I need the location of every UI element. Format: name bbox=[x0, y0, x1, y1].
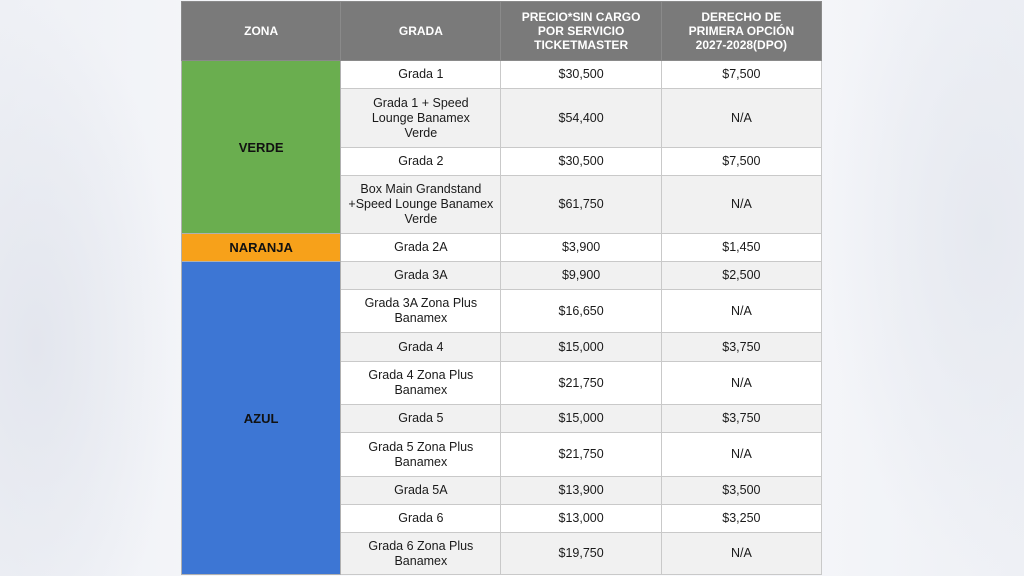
precio-cell: $21,750 bbox=[501, 433, 661, 477]
grada-cell: Grada 4 bbox=[341, 333, 501, 362]
precio-cell: $16,650 bbox=[501, 290, 661, 333]
dpo-cell: $3,250 bbox=[661, 505, 821, 533]
header-precio: PRECIO*SIN CARGO POR SERVICIO TICKETMASTER bbox=[501, 2, 661, 61]
dpo-cell: N/A bbox=[661, 176, 821, 234]
dpo-cell: $1,450 bbox=[661, 234, 821, 262]
grada-cell: Grada 3A bbox=[341, 262, 501, 290]
dpo-cell: N/A bbox=[661, 290, 821, 333]
dpo-cell: N/A bbox=[661, 89, 821, 148]
dpo-cell: $3,750 bbox=[661, 333, 821, 362]
grada-cell: Grada 5A bbox=[341, 477, 501, 505]
header-grada: GRADA bbox=[341, 2, 501, 61]
grada-cell: Grada 1 + Speed Lounge Banamex Verde bbox=[341, 89, 501, 148]
grada-cell: Box Main Grandstand +Speed Lounge Banamex Verde bbox=[341, 176, 501, 234]
header-dpo: DERECHO DE PRIMERA OPCIÓN 2027-2028(DPO) bbox=[661, 2, 821, 61]
zona-naranja-cell: NARANJA bbox=[182, 234, 341, 262]
zona-verde-cell: VERDE bbox=[182, 61, 341, 234]
dpo-cell: $7,500 bbox=[661, 61, 821, 89]
precio-cell: $21,750 bbox=[501, 362, 661, 405]
precio-cell: $19,750 bbox=[501, 533, 661, 575]
zona-azul-cell: AZUL bbox=[182, 262, 341, 575]
precio-cell: $30,500 bbox=[501, 148, 661, 176]
grada-cell: Grada 4 Zona Plus Banamex bbox=[341, 362, 501, 405]
precio-cell: $15,000 bbox=[501, 333, 661, 362]
table-row bbox=[182, 61, 822, 89]
grada-cell: Grada 1 bbox=[341, 61, 501, 89]
grada-cell: Grada 5 bbox=[341, 405, 501, 433]
grada-cell: Grada 2A bbox=[341, 234, 501, 262]
table-header-row bbox=[182, 2, 822, 61]
dpo-cell: $3,500 bbox=[661, 477, 821, 505]
dpo-cell: $3,750 bbox=[661, 405, 821, 433]
precio-cell: $30,500 bbox=[501, 61, 661, 89]
dpo-cell: N/A bbox=[661, 533, 821, 575]
header-zona: ZONA bbox=[182, 2, 341, 61]
precio-cell: $61,750 bbox=[501, 176, 661, 234]
precio-cell: $9,900 bbox=[501, 262, 661, 290]
grada-cell: Grada 6 bbox=[341, 505, 501, 533]
precio-cell: $3,900 bbox=[501, 234, 661, 262]
dpo-cell: $7,500 bbox=[661, 148, 821, 176]
precio-cell: $13,000 bbox=[501, 505, 661, 533]
dpo-cell: N/A bbox=[661, 433, 821, 477]
dpo-cell: N/A bbox=[661, 362, 821, 405]
precio-cell: $54,400 bbox=[501, 89, 661, 148]
dpo-cell: $2,500 bbox=[661, 262, 821, 290]
grada-cell: Grada 3A Zona Plus Banamex bbox=[341, 290, 501, 333]
grada-cell: Grada 2 bbox=[341, 148, 501, 176]
table-row bbox=[182, 234, 822, 262]
precio-cell: $15,000 bbox=[501, 405, 661, 433]
background-decoration-left bbox=[0, 0, 180, 576]
price-table bbox=[181, 1, 822, 575]
grada-cell: Grada 6 Zona Plus Banamex bbox=[341, 533, 501, 575]
precio-cell: $13,900 bbox=[501, 477, 661, 505]
table-row bbox=[182, 262, 822, 290]
grada-cell: Grada 5 Zona Plus Banamex bbox=[341, 433, 501, 477]
background-decoration-right bbox=[824, 0, 1024, 576]
